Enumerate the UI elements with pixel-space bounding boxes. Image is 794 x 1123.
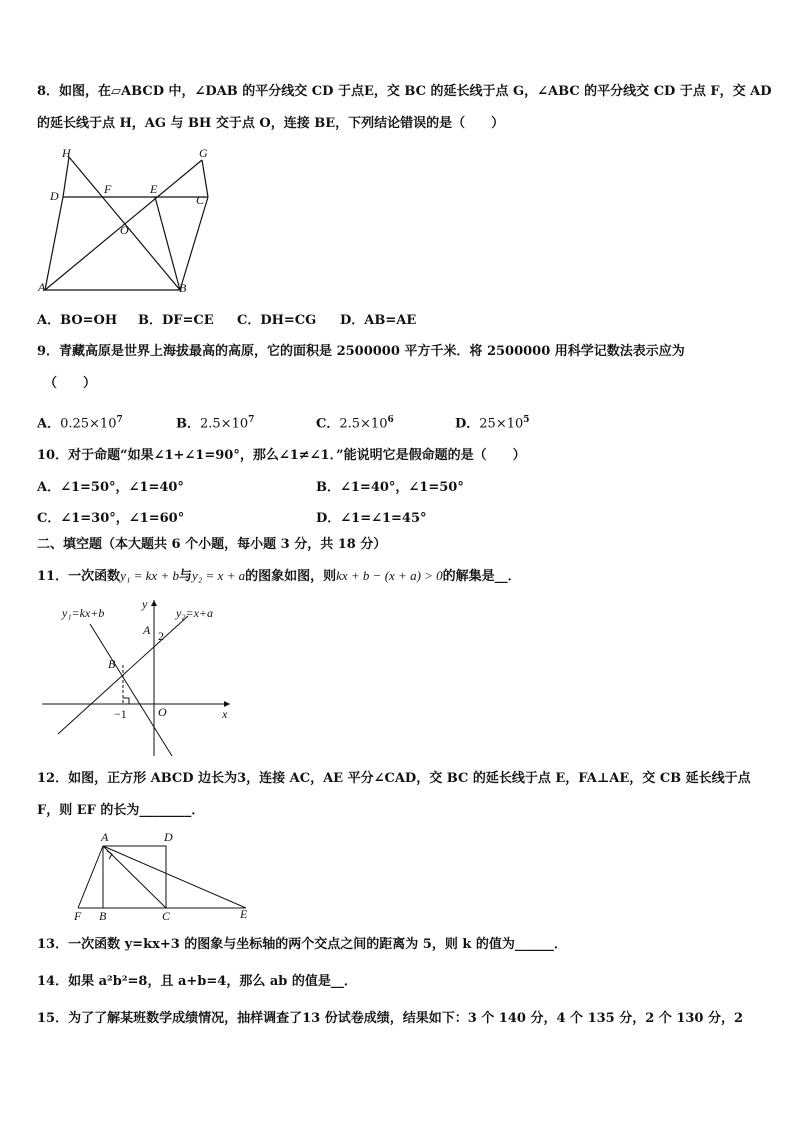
label-B: B (108, 657, 116, 671)
label-y-axis: y (142, 597, 148, 611)
q14-text: 14．如果 a²b²=8，且 a+b=4，那么 ab 的值是__． (37, 974, 357, 989)
q9-option-c: C．$2.5\times 10^6$ (316, 415, 394, 432)
label-x-axis: x (222, 707, 228, 721)
right-angle-mark (123, 698, 129, 704)
label-B: B (99, 909, 107, 923)
q9-text-line2: （ ） (44, 376, 97, 391)
q9-text-line1: 9．青藏高原是世界上海拔最高的高原，它的面积是 2500000 平方千米．将 2500000 用科学记数法表示应为 (37, 344, 685, 359)
q8-text-line1: 8．如图，在▱ABCD 中，∠DAB 的平分线交 CD 于点E，交 BC 的延长线于点 G，∠ABC 的平分线交 CD 于点 F，交 AD (37, 84, 772, 99)
q8-option-a: A．BO=OH (37, 313, 118, 328)
q11-text-c: 的图象如图，则 (245, 569, 337, 584)
edge-CG (202, 160, 208, 197)
edge-DH (63, 157, 69, 197)
edge-BC (180, 197, 208, 290)
label-y1: y₁=kx+b (62, 606, 105, 620)
section-title: 二、填空题（本大题共 6 个小题，每小题 3 分，共 18 分） (37, 537, 387, 552)
q11-text-a: 11．一次函数 (37, 569, 121, 584)
q9-option-d: D．$25\times 10^5$ (455, 415, 530, 432)
q9-option-a: A．$0.25\times 10^7$ (37, 415, 123, 432)
q11-y2: y₂ = x + a (191, 568, 246, 583)
q11-text-d: 的解集是__． (442, 569, 521, 584)
q9-option-b: B．$2.5\times 10^7$ (176, 415, 255, 432)
q8-text-line2: 的延长线于点 H，AG 与 BH 交于点 O，连接 BE，下列结论错误的是（ ） (37, 116, 505, 131)
label-E: E (150, 182, 158, 196)
q12-text-line2: F，则 EF 的长为________． (37, 803, 205, 818)
label-A: A (38, 280, 46, 294)
q12-figure (68, 826, 258, 924)
label-O: O (120, 223, 129, 237)
label-D: D (164, 830, 173, 844)
q10-option-b: B．∠1=40°，∠1=50° (316, 480, 464, 495)
label-C: C (162, 909, 171, 923)
q11-inequality: kx + b − (x + a) > 0 (336, 568, 443, 583)
q12-text-line1: 12．如图，正方形 ABCD 边长为3，连接 AC，AE 平分∠CAD，交 BC 的延长线于点 E，FA⊥AE，交 CB 延长线于点 (37, 771, 751, 786)
q8-option-c: C．DH=CG (237, 313, 317, 328)
label-C: C (196, 193, 205, 207)
label-G: G (199, 146, 208, 160)
q8-option-b: B．DF=CE (138, 313, 214, 328)
line-AE (103, 846, 246, 908)
q11-text-b: 与 (178, 569, 192, 584)
label-E: E (240, 907, 248, 921)
q8-option-d: D．AB=AE (340, 313, 417, 328)
edge-AD (45, 197, 63, 290)
label-A: A (143, 623, 151, 637)
label-y2: y₂=x+a (176, 606, 214, 620)
line-AC (103, 846, 166, 908)
line-BE (155, 197, 180, 290)
q15-text: 15．为了了解某班数学成绩情况，抽样调查了13 份试卷成绩，结果如下：3 个 140 分，4 个 135 分，2 个 130 分，2 (37, 1011, 744, 1026)
right-angle-mark (107, 851, 112, 859)
q13-text: 13．一次函数 y=kx+3 的图象与坐标轴的两个交点之间的距离为 5，则 k 的值为______． (37, 937, 567, 952)
q10-option-a: A．∠1=50°，∠1=40° (37, 480, 184, 495)
label-B: B (179, 281, 187, 295)
q11-figure (38, 594, 238, 762)
label-2: 2 (158, 629, 164, 643)
q10-option-d: D．∠1=∠1=45° (316, 511, 427, 526)
q10-text: 10．对于命题“如果∠1+∠1=90°，那么∠1≠∠1．”能说明它是假命题的是（ ） (37, 448, 526, 463)
label-O: O (158, 705, 167, 719)
q11-text (37, 568, 521, 585)
q10-option-c: C．∠1=30°，∠1=60° (37, 511, 185, 526)
label-F: F (74, 909, 82, 923)
line-y1 (90, 624, 172, 756)
q8-figure (30, 142, 230, 297)
label-neg1: −1 (114, 707, 127, 721)
label-F: F (104, 182, 112, 196)
label-D: D (50, 189, 59, 203)
label-H: H (62, 146, 71, 160)
q11-y1: y₁ = kx + b (120, 568, 179, 583)
line-AF (78, 846, 103, 908)
label-A: A (101, 830, 109, 844)
